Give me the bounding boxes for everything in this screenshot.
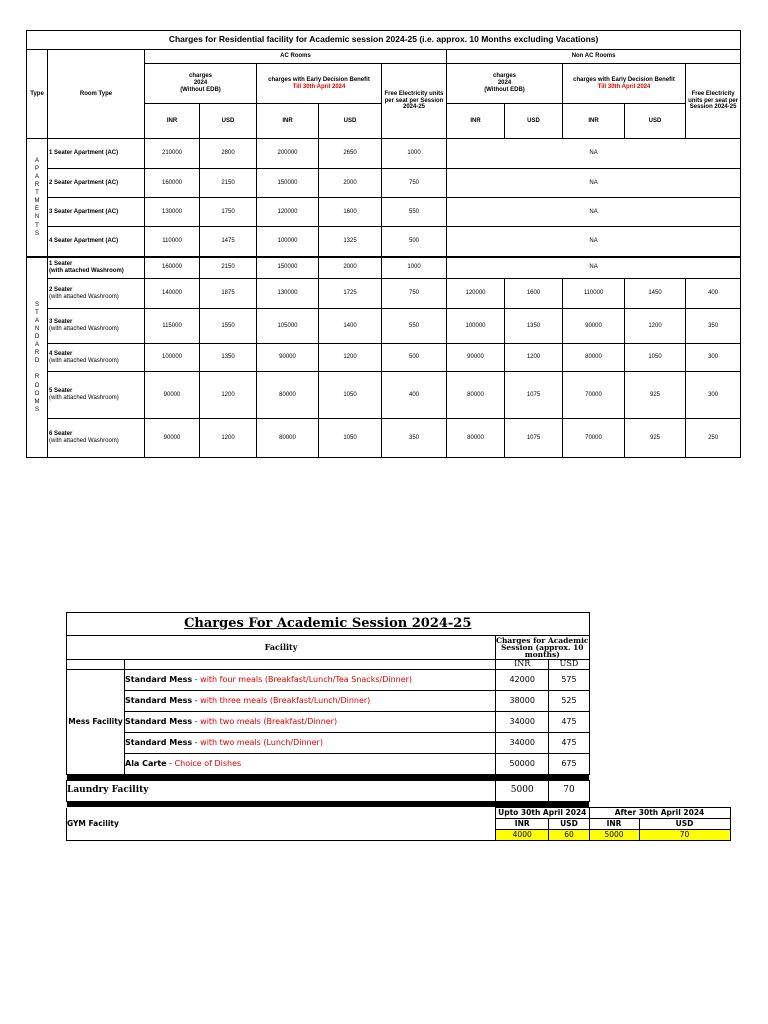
nonac-charges-header: charges 2024 (Without EDB) [447, 64, 563, 104]
table-row [27, 169, 741, 198]
table-row [27, 309, 741, 344]
ac-inr-cell: 140000 [145, 279, 200, 309]
room-name: 4 Seater Apartment (AC) [48, 227, 145, 257]
elec-cell: 750 [382, 279, 447, 309]
inr-cell: 34000 [496, 733, 549, 754]
edb-inr-cell: 150000 [257, 169, 319, 198]
edb-inr-cell: 90000 [257, 344, 319, 372]
edb-usd-cell: 1600 [319, 198, 382, 227]
laundry-facility-label: Laundry Facility [67, 781, 496, 802]
ac-inr-cell: 100000 [145, 344, 200, 372]
edb-inr-cell: 105000 [257, 309, 319, 344]
room-name: 3 Seater Apartment (AC) [48, 198, 145, 227]
academic-charges-table [66, 612, 731, 841]
edb-inr-cell: 80000 [257, 372, 319, 419]
edb-usd-cell: 1050 [319, 372, 382, 419]
standard-rooms-type-label: S T A N D A R D R O O M S [27, 257, 48, 458]
mess-option: Standard Mess - with four meals (Breakfast/Lunch/Tea Snacks/Dinner) [125, 670, 496, 691]
edb-inr-cell: 120000 [257, 198, 319, 227]
table-row [27, 198, 741, 227]
edb-usd-cell: 2000 [319, 169, 382, 198]
mess-option: Ala Carte - Choice of Dishes [125, 754, 496, 775]
nonac-edb-usd-cell: 1050 [625, 344, 686, 372]
ac-usd-cell: 1475 [200, 227, 257, 257]
inr-cell: 38000 [496, 691, 549, 712]
usd-cell: 475 [549, 712, 589, 733]
room-name: 1 Seater Apartment (AC) [48, 139, 145, 169]
room-name: 3 Seater (with attached Washroom) [48, 309, 145, 344]
ac-usd-cell: 2150 [200, 169, 257, 198]
nonac-elec-cell: 300 [686, 344, 741, 372]
room-name: 2 Seater (with attached Washroom) [48, 279, 145, 309]
elec-cell: 750 [382, 169, 447, 198]
edb-usd-cell: 1200 [319, 344, 382, 372]
ac-inr-cell: 160000 [145, 169, 200, 198]
nonac-edb-usd-cell: 1200 [625, 309, 686, 344]
nonac-usd-cell: 1600 [505, 279, 563, 309]
gym-after-header: After 30th April 2024 [589, 808, 730, 819]
ac-usd-cell: 1200 [200, 372, 257, 419]
ac-free-electricity-header: Free Electricity units per seat per Session 2024-25 [382, 64, 447, 139]
mess-option: Standard Mess - with three meals (Breakfast/Lunch/Dinner) [125, 691, 496, 712]
table-row [27, 372, 741, 419]
ac-usd-cell: 1200 [200, 419, 257, 458]
currency-inr: INR [496, 660, 549, 670]
gym-after-inr-cell: 5000 [589, 830, 639, 841]
table-row [27, 279, 741, 309]
nonac-edb-header: charges with Early Decision Benefit Till 30th April 2024 [563, 64, 686, 104]
nonac-edb-usd-cell: 1450 [625, 279, 686, 309]
table-row [27, 419, 741, 458]
elec-cell: 350 [382, 419, 447, 458]
ac-inr-cell: 210000 [145, 139, 200, 169]
nonac-edb-inr-cell: 80000 [563, 344, 625, 372]
currency-usd: USD [639, 819, 730, 830]
edb-inr-cell: 80000 [257, 419, 319, 458]
nonac-inr-cell: 80000 [447, 419, 505, 458]
laundry-inr-cell: 5000 [496, 781, 549, 802]
edb-usd-cell: 1400 [319, 309, 382, 344]
na-cell: NA [447, 169, 741, 198]
nonac-inr-cell: 120000 [447, 279, 505, 309]
table-row [27, 344, 741, 372]
nonac-edb-usd-cell: 925 [625, 419, 686, 458]
list-item [67, 670, 731, 691]
currency-usd: USD [625, 104, 686, 139]
elec-cell: 1000 [382, 139, 447, 169]
ac-inr-cell: 90000 [145, 419, 200, 458]
mess-facility-label: Mess Facility [67, 670, 125, 775]
ac-usd-cell: 1350 [200, 344, 257, 372]
na-cell: NA [447, 139, 741, 169]
mess-option: Standard Mess - with two meals (Lunch/Dinner) [125, 733, 496, 754]
currency-usd: USD [200, 104, 257, 139]
nonac-usd-cell: 1075 [505, 372, 563, 419]
elec-cell: 400 [382, 372, 447, 419]
nonac-usd-cell: 1200 [505, 344, 563, 372]
inr-cell: 34000 [496, 712, 549, 733]
currency-inr: INR [496, 819, 549, 830]
ac-inr-cell: 115000 [145, 309, 200, 344]
ac-usd-cell: 2800 [200, 139, 257, 169]
edb-usd-cell: 1325 [319, 227, 382, 257]
apartments-type-label: A P A R T M E N T S [27, 139, 48, 257]
list-item [67, 733, 731, 754]
ac-inr-cell: 130000 [145, 198, 200, 227]
elec-cell: 500 [382, 227, 447, 257]
nonac-edb-inr-cell: 70000 [563, 419, 625, 458]
list-item [67, 712, 731, 733]
nonac-edb-usd-cell: 925 [625, 372, 686, 419]
ac-usd-cell: 1875 [200, 279, 257, 309]
nonac-usd-cell: 1075 [505, 419, 563, 458]
academic-title: Charges For Academic Session 2024-25 [67, 613, 590, 636]
edb-usd-cell: 1050 [319, 419, 382, 458]
edb-usd-cell: 2650 [319, 139, 382, 169]
elec-cell: 1000 [382, 257, 447, 279]
gym-upto-inr-cell: 4000 [496, 830, 549, 841]
room-name: 1 Seater (with attached Washroom) [48, 257, 145, 279]
currency-inr: INR [563, 104, 625, 139]
na-cell: NA [447, 227, 741, 257]
nonac-elec-cell: 250 [686, 419, 741, 458]
currency-usd: USD [319, 104, 382, 139]
currency-inr: INR [145, 104, 200, 139]
nonac-usd-cell: 1350 [505, 309, 563, 344]
ac-usd-cell: 1550 [200, 309, 257, 344]
ac-inr-cell: 110000 [145, 227, 200, 257]
ac-rooms-header: AC Rooms [145, 50, 447, 64]
ac-usd-cell: 2150 [200, 257, 257, 279]
ac-inr-cell: 160000 [145, 257, 200, 279]
edb-usd-cell: 2000 [319, 257, 382, 279]
currency-inr: INR [257, 104, 319, 139]
room-name: 6 Seater (with attached Washroom) [48, 419, 145, 458]
gym-upto-header: Upto 30th April 2024 [496, 808, 590, 819]
currency-usd: USD [549, 819, 589, 830]
col-type-header: Type [27, 50, 48, 139]
facility-header: Facility [67, 636, 496, 660]
col-room-type-header: Room Type [48, 50, 145, 139]
gym-facility-label: GYM Facility [67, 808, 496, 841]
edb-usd-cell: 1725 [319, 279, 382, 309]
laundry-usd-cell: 70 [549, 781, 589, 802]
gym-after-usd-cell: 70 [639, 830, 730, 841]
edb-inr-cell: 100000 [257, 227, 319, 257]
residential-title: Charges for Residential facility for Academic session 2024-25 (i.e. approx. 10 Months excluding Vacations) [27, 31, 741, 50]
ac-usd-cell: 1750 [200, 198, 257, 227]
nonac-elec-cell: 350 [686, 309, 741, 344]
edb-inr-cell: 130000 [257, 279, 319, 309]
currency-inr: INR [589, 819, 639, 830]
edb-inr-cell: 200000 [257, 139, 319, 169]
currency-usd: USD [505, 104, 563, 139]
ac-edb-header: charges with Early Decision Benefit Till 30th April 2024 [257, 64, 382, 104]
list-item [67, 781, 731, 802]
list-item [67, 691, 731, 712]
nonac-inr-cell: 90000 [447, 344, 505, 372]
elec-cell: 500 [382, 344, 447, 372]
list-item [67, 754, 731, 775]
nonac-edb-inr-cell: 90000 [563, 309, 625, 344]
elec-cell: 550 [382, 309, 447, 344]
mess-option: Standard Mess - with two meals (Breakfast/Dinner) [125, 712, 496, 733]
charges-header: Charges for Academic Session (approx. 10 months) [496, 635, 589, 660]
room-name: 5 Seater (with attached Washroom) [48, 372, 145, 419]
currency-inr: INR [447, 104, 505, 139]
usd-cell: 475 [549, 733, 589, 754]
usd-cell: 675 [549, 754, 589, 775]
currency-usd: USD [549, 660, 589, 670]
nonac-edb-inr-cell: 70000 [563, 372, 625, 419]
edb-inr-cell: 150000 [257, 257, 319, 279]
inr-cell: 50000 [496, 754, 549, 775]
nonac-elec-cell: 400 [686, 279, 741, 309]
nonac-inr-cell: 80000 [447, 372, 505, 419]
na-cell: NA [447, 198, 741, 227]
room-name: 4 Seater (with attached Washroom) [48, 344, 145, 372]
usd-cell: 575 [549, 670, 589, 691]
ac-charges-header: charges 2024 (Without EDB) [145, 64, 257, 104]
usd-cell: 525 [549, 691, 589, 712]
table-row [27, 227, 741, 257]
nonac-inr-cell: 100000 [447, 309, 505, 344]
table-row [27, 139, 741, 169]
nonac-elec-cell: 300 [686, 372, 741, 419]
room-name: 2 Seater Apartment (AC) [48, 169, 145, 198]
na-cell: NA [447, 257, 741, 279]
residential-charges-table [26, 30, 741, 458]
nonac-free-electricity-header: Free Electricity units per seat per Session 2024-25 [686, 64, 741, 139]
ac-inr-cell: 90000 [145, 372, 200, 419]
non-ac-rooms-header: Non AC Rooms [447, 50, 741, 64]
table-row [27, 257, 741, 279]
elec-cell: 550 [382, 198, 447, 227]
inr-cell: 42000 [496, 670, 549, 691]
gym-upto-usd-cell: 60 [549, 830, 589, 841]
nonac-edb-inr-cell: 110000 [563, 279, 625, 309]
